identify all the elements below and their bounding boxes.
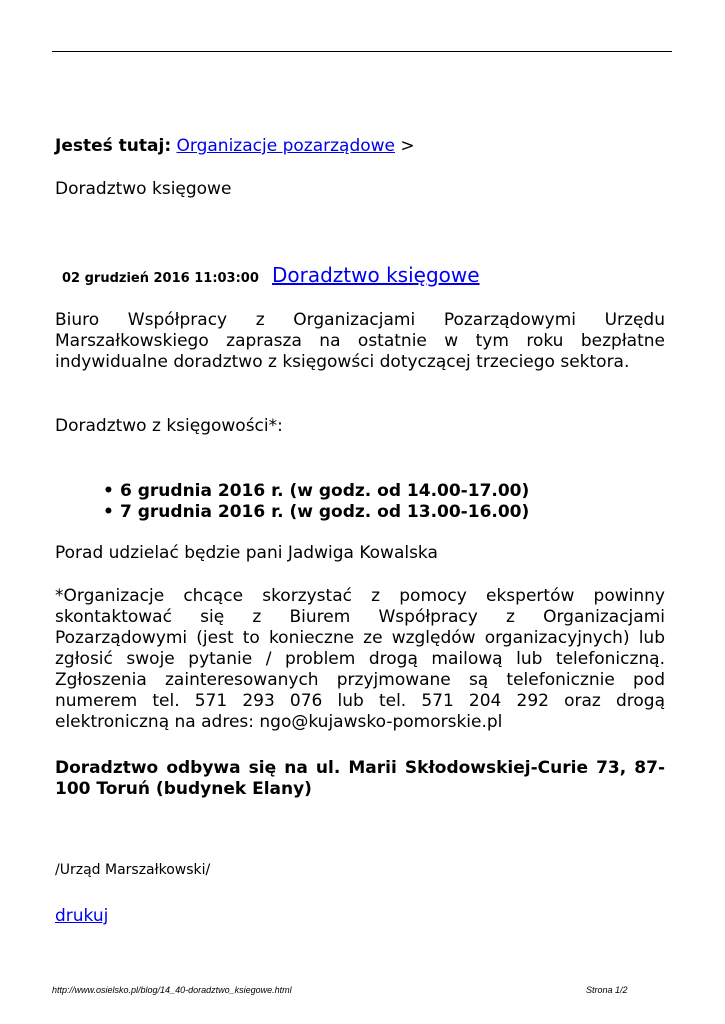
consulting-subheading: Doradztwo z księgowości*: — [55, 416, 283, 436]
location-paragraph: Doradztwo odbywa się na ul. Marii Skłodowskiej-Curie 73, 87-100 Toruń (budynek Elany) — [55, 758, 665, 799]
post-date: 02 grudzień 2016 11:03:00 — [62, 271, 259, 286]
breadcrumb-link-organizations[interactable]: Organizacje pozarządowe — [176, 136, 395, 156]
breadcrumb-separator: > — [400, 136, 415, 156]
list-item — [100, 481, 529, 502]
breadcrumb-label: Jesteś tutaj: — [55, 136, 172, 156]
post-header — [62, 263, 480, 287]
bullet-icon: • — [103, 502, 114, 522]
date-item-text: 7 grudnia 2016 r. (w godz. od 13.00-16.00) — [120, 502, 530, 522]
contact-note-paragraph: *Organizacje chcące skorzystać z pomocy ekspertów powinny skontaktować się z Biurem Współpracy z Organizacjami Pozarządowymi (jest to konieczne ze względów organizacyjnych) lub zgłosić swoje pytanie / problem drogą mailową lub telefoniczną. Zgłoszenia zainteresowanych przyjmowane są telefonicznie pod numerem tel. 571 293 076 lub tel. 571 204 292 oraz drogą elektroniczną na adres: ngo@kujawsko-pomorskie.pl — [55, 586, 665, 732]
list-item — [100, 502, 529, 523]
header-divider — [52, 51, 672, 52]
date-item-text: 6 grudnia 2016 r. (w godz. od 14.00-17.00) — [120, 481, 530, 501]
intro-paragraph: Biuro Współpracy z Organizacjami Pozarządowymi Urzędu Marszałkowskiego zaprasza na ostatnie w tym roku bezpłatne indywidualne doradztwo z księgowści dotyczącej trzeciego sektora. — [55, 310, 665, 372]
breadcrumb — [55, 135, 415, 157]
signature: /Urząd Marszałkowski/ — [55, 862, 211, 878]
print-link[interactable]: drukuj — [55, 906, 109, 926]
footer-page-number: Strona 1/2 — [586, 985, 628, 995]
page-title: Doradztwo księgowe — [55, 179, 232, 199]
bullet-icon: • — [103, 481, 114, 501]
footer-url: http://www.osielsko.pl/blog/14_40-doradztwo_ksiegowe.html — [52, 985, 292, 995]
dates-list — [100, 481, 529, 523]
advisor-paragraph: Porad udzielać będzie pani Jadwiga Kowalska — [55, 543, 438, 563]
post-title-link[interactable]: Doradztwo księgowe — [272, 263, 480, 287]
